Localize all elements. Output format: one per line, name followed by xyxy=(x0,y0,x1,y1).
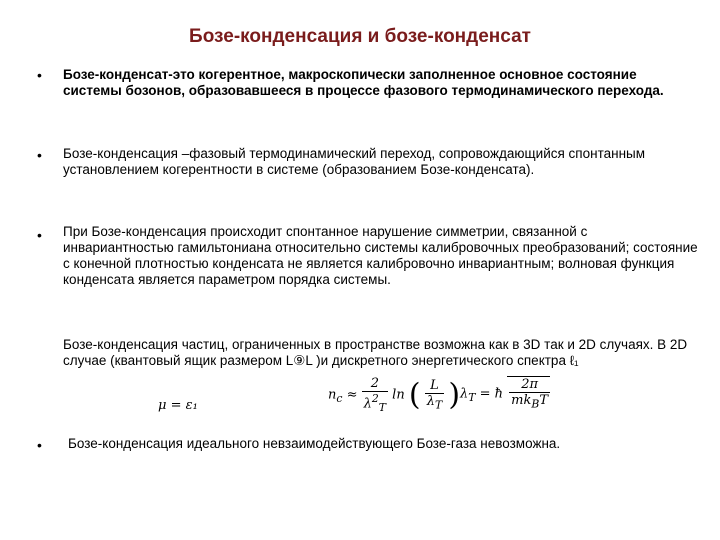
paren-left: ( xyxy=(408,377,421,413)
lambda-num: 2π xyxy=(509,377,550,393)
lambda-symbol: λ xyxy=(460,386,469,402)
lambda-eq: = ħ xyxy=(479,386,504,402)
formula-lambda: $\lambda_T$ = ħ $\frac{2\pi}{mk_BT}$ xyxy=(460,377,549,411)
bullet-text-1: Бозе-конденсат-это когерентное, макроскопически заполненное основное состояние системы бозонов, образовавшееся в процессе фазового термодинамического перехода. xyxy=(63,67,664,98)
formula-mu: μ = ε₁ xyxy=(158,398,198,413)
bullet-dot-1: • xyxy=(37,67,42,83)
nc-num: 2 xyxy=(362,376,388,392)
paren-right: ) xyxy=(448,377,461,413)
bullet-dot-3: • xyxy=(37,227,42,243)
bullet-text-3: При Бозе-конденсация происходит спонтанное нарушение симметрии, связанной с инвариантностью гамильтониана относительно системы калибровочных преобразований; состояние с конечной плотностью конденсата не является калибровочно инвариантным; волновая функция конденсата является параметром порядка системы. xyxy=(63,224,698,287)
page-title: Бозе-конденсация и бозе-конденсат xyxy=(189,26,531,47)
formula-nc xyxy=(328,376,460,424)
nc-den: $\lambda^2_T$ xyxy=(363,392,387,414)
ln-fraction xyxy=(425,378,444,412)
ln-den: $\lambda_T$ xyxy=(426,394,443,412)
lambda-fraction xyxy=(509,377,550,411)
bullet-text-2: Бозе-конденсация –фазовый термодинамический переход, сопровождающийся спонтанным установлением когерентности в системе (образованием Бозе-конденсата). xyxy=(63,146,646,177)
ln-num: L xyxy=(425,378,444,394)
nc-symbol: n xyxy=(328,387,337,403)
nc-eq: ≈ xyxy=(346,387,358,403)
nc-fraction xyxy=(362,376,388,414)
ln-label: ln xyxy=(392,387,405,403)
paragraph: Бозе-конденсация частиц, ограниченных в пространстве возможна как в 3D так и 2D случаях. В 2D случае (квантовый ящик размером L⑨L )и дискретного энергетического спектра ℓ₁ xyxy=(63,337,688,368)
bullet-text-4: Бозе-конденсация идеального невзаимодействующего Бозе-газа невозможна. xyxy=(68,436,561,451)
lambda-den: $mk_BT$ xyxy=(511,393,549,411)
nc-subscript: c xyxy=(336,392,343,406)
sqrt xyxy=(507,376,550,411)
bullet-dot-2: • xyxy=(37,147,42,163)
bullet-dot-4: • xyxy=(37,437,42,453)
